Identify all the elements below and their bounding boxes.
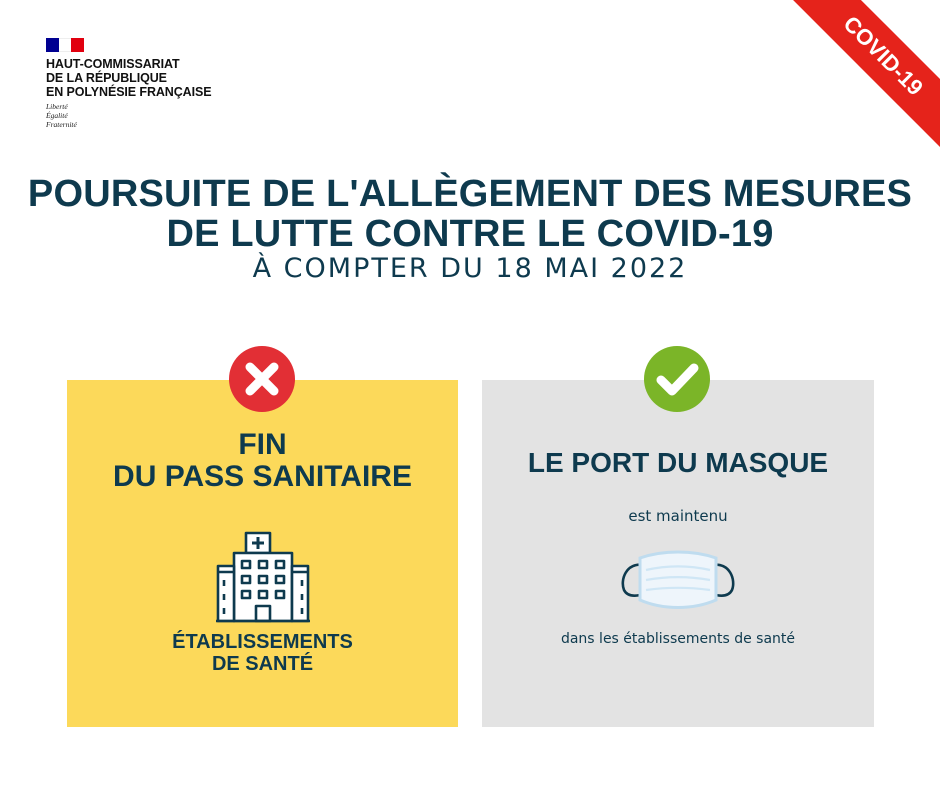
x-icon — [229, 346, 295, 412]
panel-label-line-1: ÉTABLISSEMENTS — [172, 631, 353, 653]
motto-line: Liberté — [46, 102, 68, 111]
government-logo — [46, 38, 286, 129]
french-flag-icon — [46, 38, 84, 52]
institution-line: DE LA RÉPUBLIQUE — [46, 71, 167, 85]
panel-title: LE PORT DU MASQUE — [527, 447, 829, 478]
panel-title-line-2: DU PASS SANITAIRE — [113, 460, 412, 493]
motto-line: Égalité — [46, 111, 68, 120]
hospital-icon — [215, 530, 311, 626]
date-subtitle: À COMPTER DU 18 MAI 2022 — [252, 253, 688, 284]
institution-name — [46, 57, 286, 99]
motto — [46, 102, 286, 129]
panel-footer: dans les établissements de santé — [560, 631, 796, 647]
institution-line: EN POLYNÉSIE FRANÇAISE — [46, 85, 212, 99]
ribbon-label: COVID-19 — [790, 0, 940, 150]
institution-line: HAUT-COMMISSARIAT — [46, 57, 180, 71]
pass-sanitaire-panel — [67, 380, 458, 727]
masque-panel — [482, 380, 874, 727]
main-title-line-2: DE LUTTE CONTRE LE COVID-19 — [166, 213, 774, 255]
panel-label-line-2: DE SANTÉ — [211, 653, 314, 675]
motto-line: Fraternité — [46, 120, 77, 129]
main-title-line-1: POURSUITE DE L'ALLÈGEMENT DES MESURES — [27, 173, 913, 215]
panel-title-line-1: FIN — [238, 428, 287, 461]
face-mask-icon — [618, 548, 738, 614]
covid-corner-ribbon — [790, 0, 940, 150]
check-icon — [644, 346, 710, 412]
panel-subtitle: est maintenu — [628, 507, 728, 525]
